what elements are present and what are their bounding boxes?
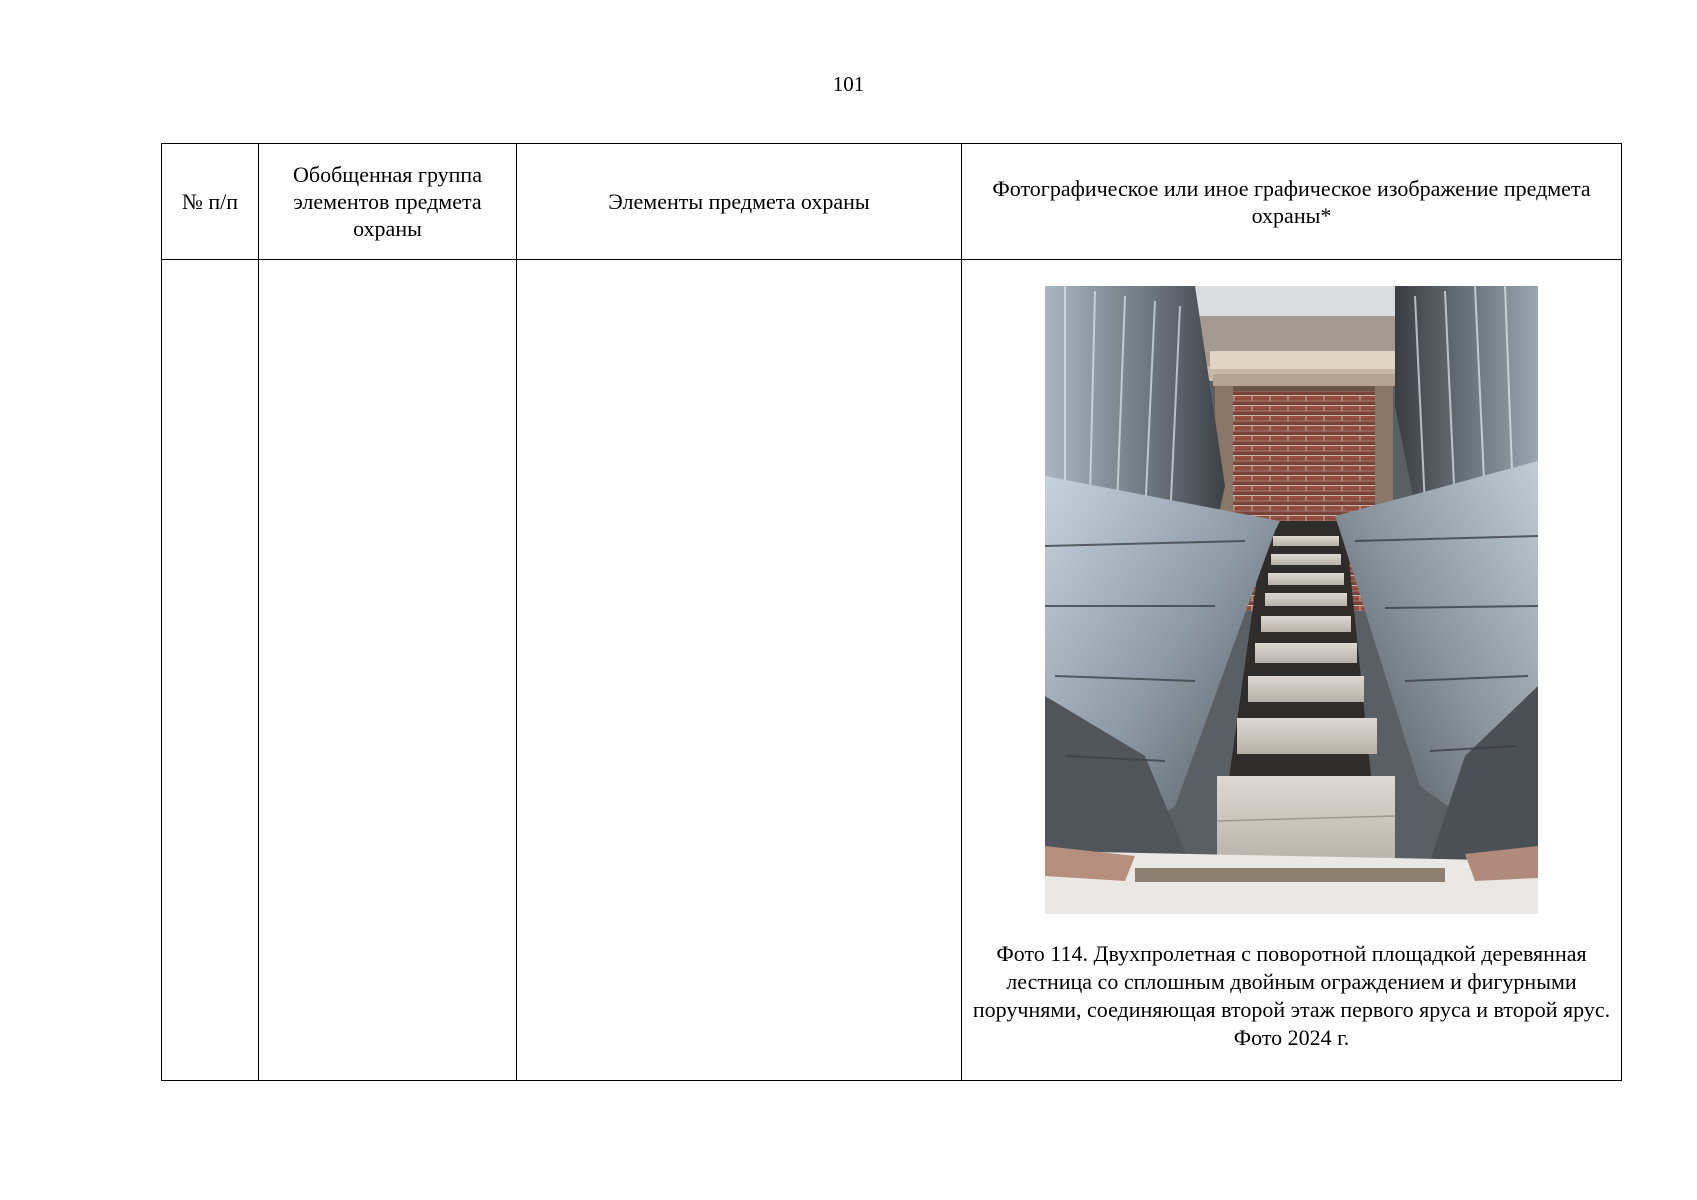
header-elements: Элементы предмета охраны: [517, 144, 962, 260]
page-number: 101: [832, 72, 865, 96]
header-group: Обобщенная группа элементов предмета охраны: [259, 144, 517, 260]
cell-image: [962, 260, 1622, 1081]
cell-number: [162, 260, 259, 1081]
protection-items-table: [161, 143, 1622, 1081]
photo-caption: Фото 114. Двухпролетная с поворотной площадкой деревянная лестница со сплошным двойным ограждением и фигурными поручнями, соединяющая второй этаж первого яруса и второй ярус. Фото 2024 г.: [972, 941, 1611, 1050]
table-row: [162, 260, 1622, 1081]
header-image: Фотографическое или иное графическое изображение предмета охраны*: [962, 144, 1622, 260]
table-header-row: [162, 144, 1622, 260]
cell-elements: [517, 260, 962, 1081]
header-number: № п/п: [162, 144, 259, 260]
wooden-staircase-photo: [1045, 286, 1538, 914]
cell-group: [259, 260, 517, 1081]
